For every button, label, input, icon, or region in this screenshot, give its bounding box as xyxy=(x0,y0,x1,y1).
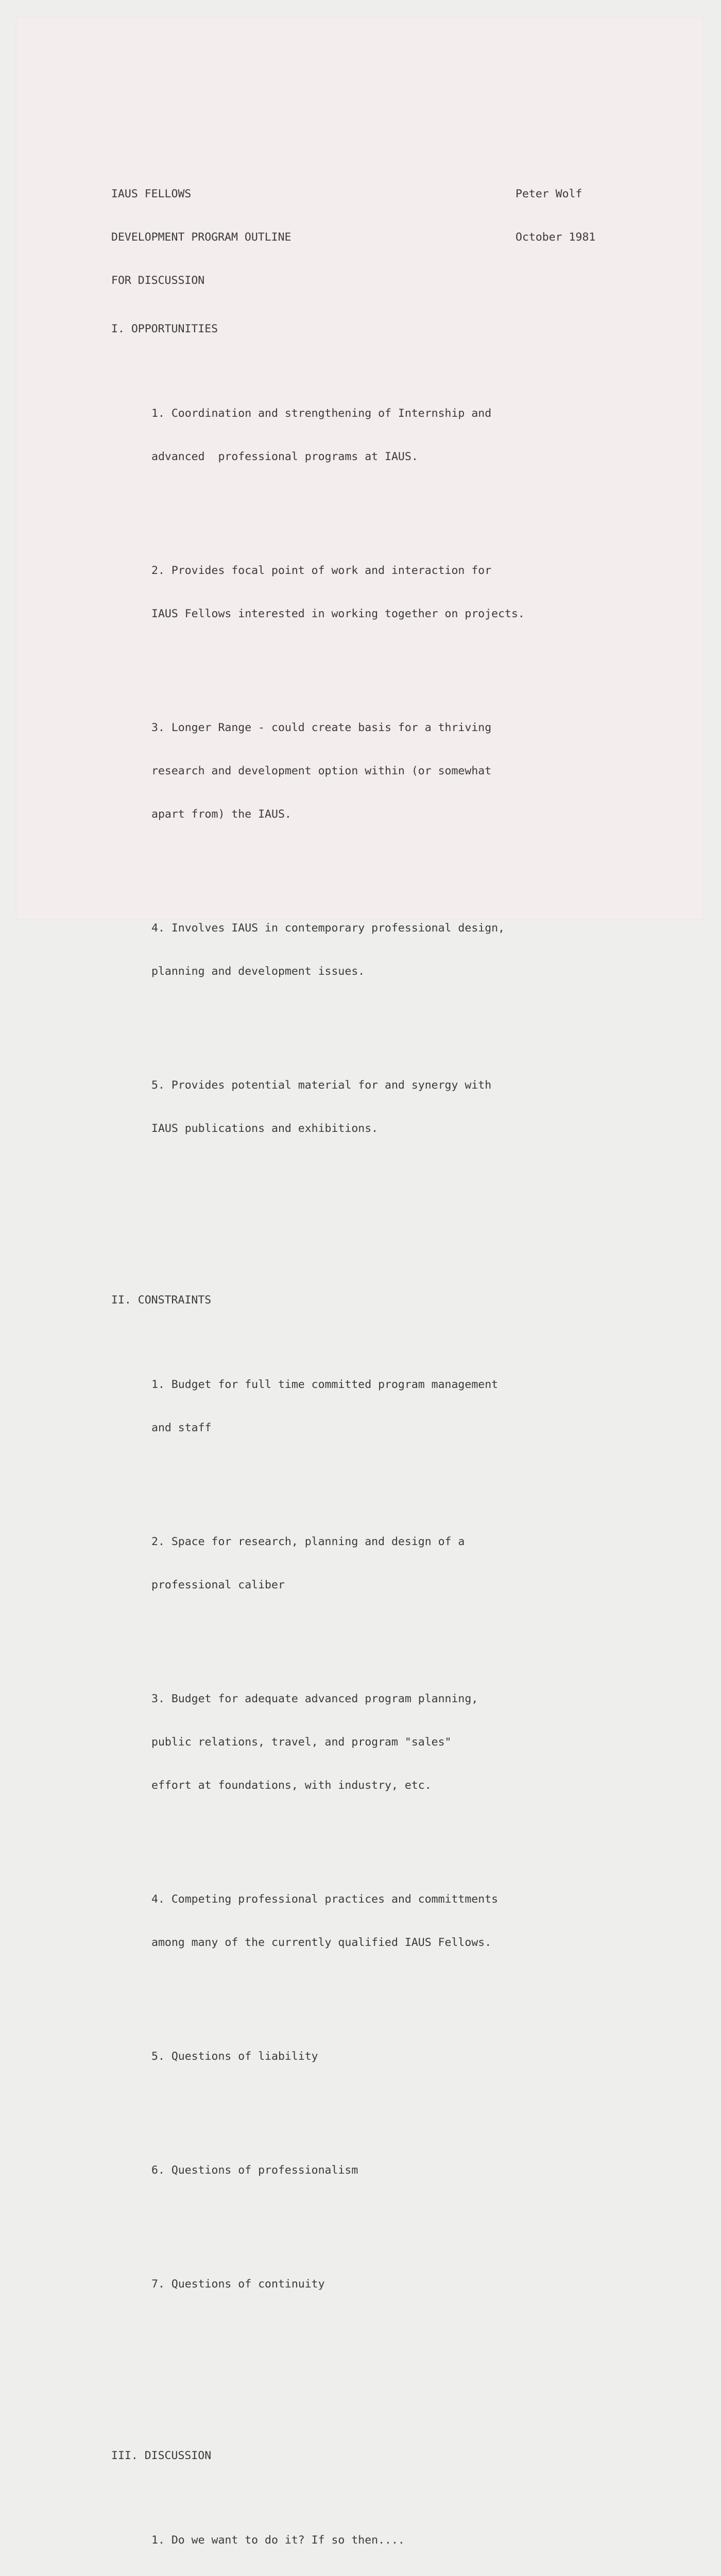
item-line: 4. Competing professional practices and committments xyxy=(151,1893,499,1906)
list-item xyxy=(151,692,626,851)
document-body xyxy=(111,129,626,2576)
author-name: Peter Wolf xyxy=(516,188,582,200)
item-line: advanced professional programs at IAUS. xyxy=(151,450,418,463)
item-line: public relations, travel, and program "sales" xyxy=(151,1736,452,1749)
item-line: effort at foundations, with industry, etc. xyxy=(151,1779,432,1792)
header-title-line: FOR DISCUSSION xyxy=(111,274,205,287)
list-item xyxy=(151,892,626,1008)
item-line: 6. Questions of professionalism xyxy=(151,2164,358,2177)
list-item xyxy=(151,2504,626,2576)
header-author-block xyxy=(516,158,595,274)
item-line: professional caliber xyxy=(151,1579,285,1591)
item-line: 5. Questions of liability xyxy=(151,2050,318,2063)
list-item xyxy=(151,1663,626,1822)
item-line: IAUS Fellows interested in working together on projects. xyxy=(151,607,525,620)
list-item xyxy=(151,1506,626,1621)
item-line: apart from) the IAUS. xyxy=(151,808,291,821)
list-item xyxy=(151,378,626,493)
item-line: 2. Space for research, planning and design of a xyxy=(151,1535,465,1548)
list-item xyxy=(151,1049,626,1165)
document-page xyxy=(16,18,703,2547)
section-heading: II. CONSTRAINTS xyxy=(111,1294,212,1307)
header-title-block xyxy=(111,158,291,317)
list-item xyxy=(151,535,626,650)
item-line: 7. Questions of continuity xyxy=(151,2278,325,2291)
item-line: IAUS publications and exhibitions. xyxy=(151,1122,379,1135)
list-item xyxy=(151,2021,626,2093)
header-title-line: DEVELOPMENT PROGRAM OUTLINE xyxy=(111,231,291,244)
list-item xyxy=(151,2248,626,2320)
section-constraints xyxy=(111,1264,626,2362)
item-line: 2. Provides focal point of work and interaction for xyxy=(151,564,492,577)
list-item xyxy=(151,1863,626,1979)
section-opportunities xyxy=(111,293,626,1207)
section-heading: III. DISCUSSION xyxy=(111,2449,212,2462)
list-item xyxy=(151,2134,626,2207)
list-item xyxy=(151,1349,626,1464)
item-line: 4. Involves IAUS in contemporary professional design, xyxy=(151,922,505,935)
item-line: and staff xyxy=(151,1421,212,1434)
item-line: 3. Longer Range - could create basis for a thriving xyxy=(151,721,492,734)
item-line: among many of the currently qualified IAUS Fellows. xyxy=(151,1936,492,1949)
item-line: 1. Do we want to do it? If so then.... xyxy=(151,2534,405,2547)
item-line: 1. Coordination and strengthening of Internship and xyxy=(151,407,492,420)
document-date: October 1981 xyxy=(516,231,596,244)
item-line: research and development option within (or somewhat xyxy=(151,765,492,777)
item-line: 3. Budget for adequate advanced program planning, xyxy=(151,1692,478,1705)
header-title-line: IAUS FELLOWS xyxy=(111,188,192,200)
item-line: 5. Provides potential material for and synergy with xyxy=(151,1079,492,1092)
item-line: planning and development issues. xyxy=(151,965,365,978)
item-line: 1. Budget for full time committed program management xyxy=(151,1378,499,1391)
section-heading: I. OPPORTUNITIES xyxy=(111,323,218,335)
section-discussion xyxy=(111,2420,626,2576)
document-header xyxy=(111,158,626,287)
